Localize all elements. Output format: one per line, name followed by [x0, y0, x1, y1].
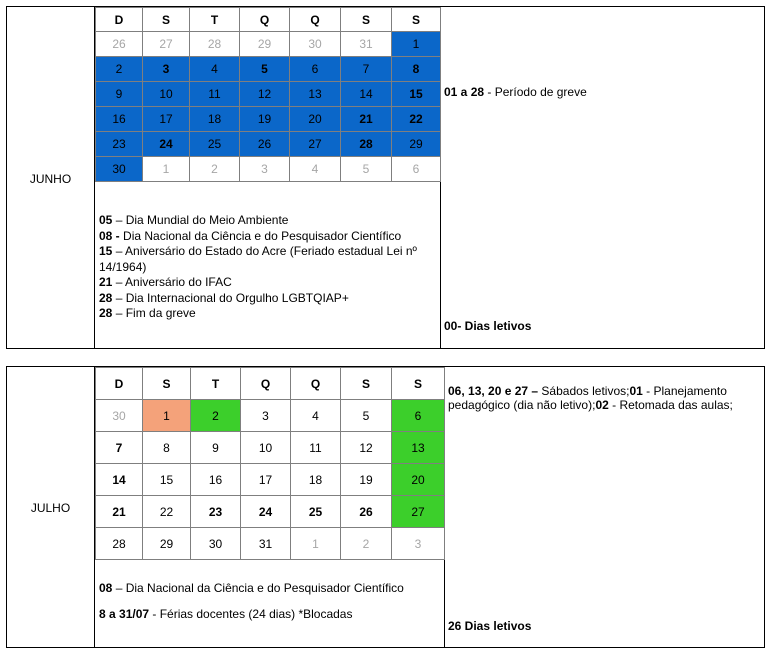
calendar-day-cell: 29	[392, 132, 441, 157]
calendar-day-cell: 21	[96, 496, 143, 528]
weekday-header: Q	[291, 368, 341, 400]
calendar-day-cell: 17	[143, 107, 190, 132]
month-label-june: JUNHO	[29, 172, 72, 186]
weekday-header: D	[96, 368, 143, 400]
calendar-day-cell: 26	[341, 496, 392, 528]
july-school-days: 26 Dias letivos	[448, 619, 532, 633]
calendar-day-cell: 6	[290, 57, 341, 82]
note-line: 8 a 31/07 - Férias docentes (24 dias) *Blocadas	[99, 606, 353, 621]
calendar-day-cell: 21	[341, 107, 392, 132]
calendar-day-cell: 2	[191, 400, 241, 432]
weekday-header: Q	[241, 368, 291, 400]
calendar-week-row	[96, 496, 445, 528]
calendar-day-cell: 11	[190, 82, 240, 107]
weekday-header: Q	[290, 8, 341, 32]
calendar-week-row	[96, 157, 441, 182]
calendar-day-cell: 8	[392, 57, 441, 82]
calendar-day-cell: 14	[341, 82, 392, 107]
calendar-day-cell: 2	[341, 528, 392, 560]
calendar-day-cell: 10	[143, 82, 190, 107]
calendar-week-row	[96, 400, 445, 432]
calendar-day-cell: 22	[392, 107, 441, 132]
calendar-day-cell: 15	[392, 82, 441, 107]
calendar-day-cell: 1	[291, 528, 341, 560]
calendar-week-row	[96, 82, 441, 107]
calendar-day-cell: 26	[240, 132, 290, 157]
july-block	[6, 366, 765, 648]
calendar-day-cell: 18	[291, 464, 341, 496]
note-line: 15 – Aniversário do Estado do Acre (Feriado estadual Lei nº	[99, 244, 417, 258]
calendar-day-cell: 7	[96, 432, 143, 464]
calendar-day-cell: 30	[290, 32, 341, 57]
calendar-day-cell: 30	[96, 400, 143, 432]
july-side-notes	[448, 384, 760, 412]
calendar-week-row	[96, 132, 441, 157]
weekday-header: S	[392, 368, 445, 400]
calendar-day-cell: 18	[190, 107, 240, 132]
calendar-day-cell: 28	[190, 32, 240, 57]
june-school-days: 00- Dias letivos	[444, 319, 532, 333]
calendar-day-cell: 1	[143, 400, 191, 432]
calendar-day-cell: 3	[240, 157, 290, 182]
note-line: 14/1964)	[99, 259, 147, 274]
calendar-day-cell: 5	[341, 400, 392, 432]
calendar-day-cell: 3	[143, 57, 190, 82]
calendar-day-cell: 6	[392, 400, 445, 432]
month-label-july: JULHO	[30, 501, 71, 515]
calendar-day-cell: 7	[341, 57, 392, 82]
july-notes	[99, 581, 441, 622]
calendar-day-cell: 31	[341, 32, 392, 57]
calendar-day-cell: 13	[290, 82, 341, 107]
calendar-day-cell: 20	[392, 464, 445, 496]
calendar-day-cell: 27	[143, 32, 190, 57]
calendar-day-cell: 27	[392, 496, 445, 528]
note-line: 01 - Planejamento pedagógico (dia não letivo);	[448, 384, 727, 412]
calendar-week-row	[96, 57, 441, 82]
weekday-header: D	[96, 8, 143, 32]
june-block	[6, 6, 765, 349]
june-strike-dates: 01 a 28	[444, 85, 485, 99]
weekday-header: S	[341, 368, 392, 400]
calendar-day-cell: 31	[241, 528, 291, 560]
weekday-header: Q	[240, 8, 290, 32]
calendar-day-cell: 13	[392, 432, 445, 464]
note-line: 05 – Dia Mundial do Meio Ambiente	[99, 213, 289, 227]
calendar-day-cell: 16	[191, 464, 241, 496]
calendar-day-cell: 11	[291, 432, 341, 464]
calendar-day-cell: 30	[96, 157, 143, 182]
calendar-day-cell: 3	[241, 400, 291, 432]
june-notes	[99, 213, 437, 322]
weekday-header: S	[392, 8, 441, 32]
note-line: 08 – Dia Nacional da Ciência e do Pesquisador Científico	[99, 581, 404, 595]
calendar-week-row	[96, 528, 445, 560]
calendar-day-cell: 4	[290, 157, 341, 182]
calendar-day-cell: 29	[143, 528, 191, 560]
calendar-day-cell: 20	[290, 107, 341, 132]
note-line: 21 – Aniversário do IFAC	[99, 275, 232, 289]
weekday-header: S	[143, 368, 191, 400]
note-line: 28 – Fim da greve	[99, 306, 196, 320]
calendar-day-cell: 22	[143, 496, 191, 528]
calendar-day-cell: 15	[143, 464, 191, 496]
calendar-day-cell: 16	[96, 107, 143, 132]
calendar-day-cell: 17	[241, 464, 291, 496]
june-strike-text: - Período de greve	[484, 85, 587, 99]
july-calendar	[95, 367, 445, 560]
calendar-day-cell: 19	[240, 107, 290, 132]
calendar-day-cell: 23	[191, 496, 241, 528]
calendar-day-cell: 8	[143, 432, 191, 464]
calendar-day-cell: 12	[240, 82, 290, 107]
calendar-day-cell: 5	[341, 157, 392, 182]
calendar-day-cell: 3	[392, 528, 445, 560]
calendar-week-row	[96, 432, 445, 464]
calendar-day-cell: 28	[96, 528, 143, 560]
calendar-day-cell: 14	[96, 464, 143, 496]
calendar-day-cell: 4	[190, 57, 240, 82]
calendar-day-cell: 28	[341, 132, 392, 157]
weekday-header: T	[190, 8, 240, 32]
calendar-day-cell: 24	[241, 496, 291, 528]
weekday-header: S	[341, 8, 392, 32]
weekday-header: T	[191, 368, 241, 400]
note-line: 28 – Dia Internacional do Orgulho LGBTQIAP+	[99, 290, 349, 305]
calendar-day-cell: 23	[96, 132, 143, 157]
calendar-day-cell: 25	[291, 496, 341, 528]
june-calendar	[95, 7, 441, 182]
calendar-day-cell: 9	[191, 432, 241, 464]
calendar-day-cell: 25	[190, 132, 240, 157]
calendar-week-row	[96, 464, 445, 496]
calendar-day-cell: 24	[143, 132, 190, 157]
calendar-week-row	[96, 107, 441, 132]
calendar-week-row	[96, 32, 441, 57]
note-line: 08 - Dia Nacional da Ciência e do Pesquisador Científico	[99, 228, 402, 243]
june-strike-period	[444, 85, 587, 99]
calendar-day-cell: 9	[96, 82, 143, 107]
calendar-day-cell: 12	[341, 432, 392, 464]
note-line: 06, 13, 20 e 27 – Sábados letivos;	[448, 384, 630, 398]
calendar-day-cell: 2	[190, 157, 240, 182]
calendar-day-cell: 1	[143, 157, 190, 182]
weekday-header: S	[143, 8, 190, 32]
calendar-day-cell: 27	[290, 132, 341, 157]
calendar-day-cell: 29	[240, 32, 290, 57]
calendar-day-cell: 2	[96, 57, 143, 82]
note-line: 02 - Retomada das aulas;	[595, 398, 733, 412]
calendar-day-cell: 10	[241, 432, 291, 464]
calendar-day-cell: 4	[291, 400, 341, 432]
calendar-day-cell: 26	[96, 32, 143, 57]
calendar-day-cell: 30	[191, 528, 241, 560]
calendar-day-cell: 19	[341, 464, 392, 496]
calendar-day-cell: 5	[240, 57, 290, 82]
calendar-day-cell: 6	[392, 157, 441, 182]
calendar-day-cell: 1	[392, 32, 441, 57]
